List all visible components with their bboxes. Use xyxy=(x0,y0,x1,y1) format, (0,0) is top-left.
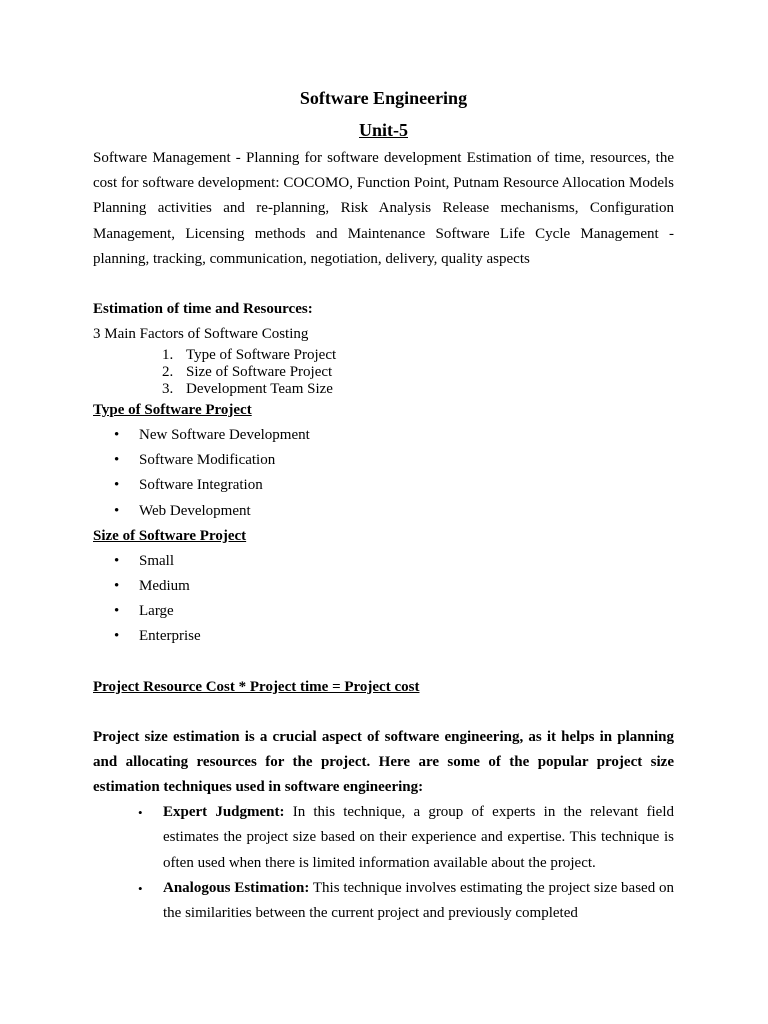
bullet-icon: • xyxy=(114,452,120,469)
list-item xyxy=(93,448,674,473)
list-item xyxy=(93,549,674,574)
intro-paragraph: Software Management - Planning for software development Estimation of time, resources, the cost for software development: COCOMO, Function Point, Putnam Resource Allocation Models Planning activities and re-planning, Risk Analysis Release mechanisms, Configuration Management, Licensing methods and Maintenance Software Life Cycle Management - planning, tracking, communication, negotiation, delivery, quality aspects xyxy=(93,150,674,267)
techniques-list xyxy=(93,800,674,926)
technique-description: In this technique, a group of experts in the relevant field estimates the project size based on their experience and expertise. This technique is often used when there is limited information available about the project. xyxy=(163,804,674,871)
bullet-icon: • xyxy=(114,603,120,620)
document-page xyxy=(93,86,674,926)
unit-heading: Unit-5 xyxy=(359,120,408,140)
bullet-icon: • xyxy=(114,552,120,569)
list-item xyxy=(93,876,674,926)
list-item xyxy=(93,347,674,364)
list-item xyxy=(93,423,674,448)
technique-term: Expert Judgment: xyxy=(163,804,285,821)
list-item-text: Software Integration xyxy=(139,477,263,494)
list-number: 1. xyxy=(162,347,174,364)
bullet-icon: • xyxy=(114,502,120,519)
bullet-icon: • xyxy=(114,578,120,595)
list-item xyxy=(93,499,674,524)
type-list xyxy=(93,423,674,524)
technique-term: Analogous Estimation: xyxy=(163,879,310,896)
list-item-text: Type of Software Project xyxy=(186,347,337,364)
list-item xyxy=(93,381,674,398)
size-estimation-paragraph: Project size estimation is a crucial aspect of software engineering, as it helps in planning and allocating resources for the project. Here are some of the popular project size estimation techniques used in software engineering: xyxy=(93,728,674,796)
list-item xyxy=(93,800,674,876)
cost-formula: Project Resource Cost * Project time = Project cost xyxy=(93,678,420,695)
document-title: Software Engineering xyxy=(299,88,468,108)
bullet-icon: • xyxy=(138,880,143,896)
list-number: 2. xyxy=(162,364,174,381)
list-item xyxy=(93,364,674,381)
list-item-text: Development Team Size xyxy=(186,381,333,398)
list-item-text: Size of Software Project xyxy=(186,364,333,381)
spacer xyxy=(93,650,674,675)
bullet-icon: • xyxy=(114,477,120,494)
estimation-heading: Estimation of time and Resources: xyxy=(93,301,313,318)
bullet-icon: • xyxy=(114,427,120,444)
bullet-icon: • xyxy=(138,805,143,821)
list-item-text: New Software Development xyxy=(139,427,310,444)
list-item xyxy=(93,624,674,649)
technique-description: This technique involves estimating the project size based on the similarities between the current project and previously completed xyxy=(163,879,674,922)
list-item-text: Software Modification xyxy=(139,452,276,469)
list-item xyxy=(93,473,674,498)
list-item-text: Web Development xyxy=(139,502,251,519)
list-item-text: Enterprise xyxy=(139,628,201,645)
size-section-heading: Size of Software Project xyxy=(93,527,247,544)
factors-list xyxy=(93,347,674,398)
spacer xyxy=(93,272,674,297)
list-item xyxy=(93,599,674,624)
spacer xyxy=(93,700,674,725)
bullet-icon: • xyxy=(114,628,120,645)
size-list xyxy=(93,549,674,650)
factors-intro: 3 Main Factors of Software Costing xyxy=(93,326,309,343)
list-item xyxy=(93,574,674,599)
type-section-heading: Type of Software Project xyxy=(93,402,252,419)
list-item-text: Small xyxy=(139,552,175,569)
list-item-text: Large xyxy=(139,603,174,620)
list-item-text: Medium xyxy=(139,578,190,595)
list-number: 3. xyxy=(162,381,174,398)
